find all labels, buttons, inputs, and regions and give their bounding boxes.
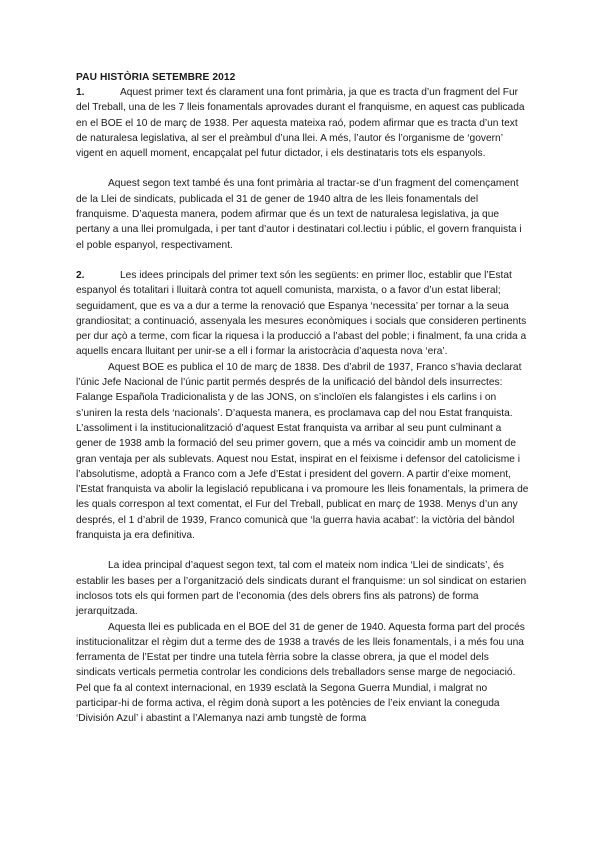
section-1-number: 1. [76,87,85,98]
section-2-paragraph-1-text: Les idees principals del primer text són les següents: en primer lloc, establir que l’Estat espanyol és totalitari i lluitarà contra tot aquell comunista, marxista, o a favor d’un estat liberal; seguidament, que es va a dur a terme la renovació que Espanya ‘necessita’ per tornar a la seua grandiositat; a continuació, assenyala les mesures econòmiques i socials que consideren pertinents per dur açò a terme, com ficar la riquesa i la producció a l’abast del poble; i finalment, fa una crida a aquells encara lluitant per unir-se a ell i formar la aristocràcia d’aquesta nova ‘era’. [76,269,527,358]
section-2-paragraph-2: Aquest BOE es publica el 10 de març de 1838. Des d’abril de 1937, Franco s’havia declarat l’únic Jefe Nacional de l’únic partit permés després de la unificació del bàndol dels insurrectes: Falange Española Tradicionalista y de las JONS, on s’incloïen els falangistes i els carlins i on s’uniren la resta dels ‘nacionals’. D’aquesta manera, es proclamava cap del nou Estat franquista. L’assoliment i la institucionalització d’aquest Estat franquista va arribar al seu punt culminant a gener de 1938 amb la formació del seu primer govern, que a més va coincidir amb un moment de gran ventaja per als sublevats. Aquest nou Estat, inspirat en el feixisme i defensor del catolicisme i l’absolutisme, adoptà a Franco com a Jefe d’Estat i president del govern. A partir d’eixe moment, l’Estat franquista va abolir la legislació republicana i va promoure les lleis fonamentals, la primera de les quals correspon al text comentat, el Fur del Treball, publicat en març de 1938. Menys d’un any després, el 1 d’abril de 1939, Franco comunicà que ‘la guerra havia acabat’: la victòria del bàndol franquista ja era definitiva. [76,361,529,542]
section-1-paragraph-1-text: Aquest primer text és clarament una font primària, ja que es tracta d’un fragment del Fur del Treball, una de les 7 lleis fonamentals aprovades durant el franquisme, en aquest cas publicada en el BOE el 10 de març de 1938. Per aquesta mateixa raó, podem afirmar que es tracta d’un text de naturalesa legislativa, al ser el preàmbul d’una llei. A més, l’autor és l’organisme de ‘govern’ vigent en aquell moment, encapçalat pel futur dictador, i els destinataris tots els espanyols. [76,87,525,160]
section-2-number: 2. [76,269,85,281]
section-2-paragraph-4: Aquesta llei es publicada en el BOE del 31 de gener de 1940. Aquesta forma part del procés institucionalitzar el règim dut a terme des de 1938 a través de les lleis fonamentals, i a més fou una ferramenta de l’Estat per tindre una tutela fèrria sobre la classe obrera, ja que el model dels sindicats verticals permetia controlar les condicions dels treballadors sense marge de negociació. Pel que fa al context internacional, en 1939 esclatà la Segona Guerra Mundial, i malgrat no participar-hi de forma activa, el règim donà suport a les potències de l’eix enviant la coneguda ‘División Azul’ i abastint a l’Alemanya nazi amb tungstè de forma [76,621,525,725]
section-2-paragraph-3: La idea principal d’aquest segon text, tal com el mateix nom indica ‘Llei de sindicats’, és establir les bases per a l’organització dels sindicats durant el franquisme: un sol sindicat on estarien inclosos tots els qui formen part de l’economia (des dels obrers fins als patrons) de forma jerarquitzada. [76,560,527,618]
section-1-paragraph-2: Aquest segon text també és una font primària al tractar-se d’un fragment del començament de la Llei de sindicats, publicada el 31 de gener de 1940 altra de les lleis fonamentals del franquisme. D’aquesta manera, podem afirmar que és un text de naturalesa legislativa, ja que pertany a una llei promulgada, i per tant d’autor i destinatari col.lectiu i públic, el govern franquista i el poble espanyol, respectivament. [76,178,522,251]
document-title: PAU HISTÒRIA SETEMBRE 2012 [76,72,236,83]
section-1-paragraph-1 [76,85,530,161]
section-2-paragraph-1 [76,268,530,360]
